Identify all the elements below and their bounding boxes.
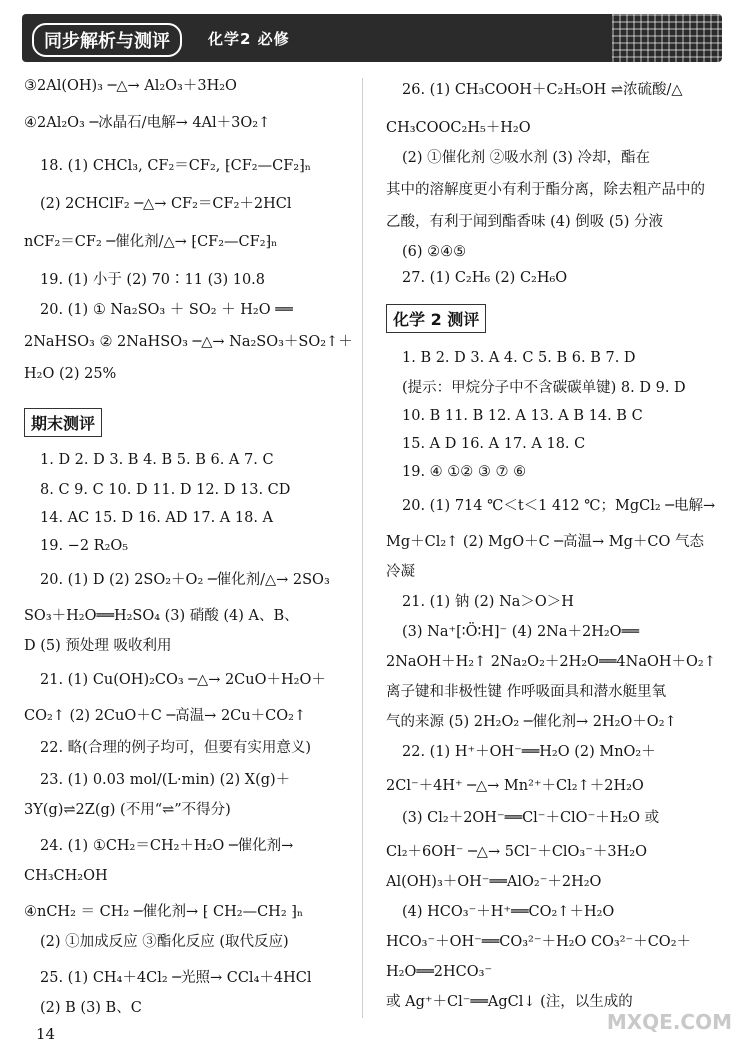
left-line: 1. D 2. D 3. B 4. B 5. B 6. A 7. C xyxy=(40,452,274,468)
left-line: 20. (1) D (2) 2SO₂＋O₂ ─催化剂/△→ 2SO₃ xyxy=(40,572,330,588)
right-line: Cl₂＋6OH⁻ ─△→ 5Cl⁻＋ClO₃⁻＋3H₂O xyxy=(386,844,647,860)
left-line: 20. (1) ① Na₂SO₃ ＋ SO₂ ＋ H₂O ══ xyxy=(40,302,293,318)
right-line: (提示：甲烷分子中不含碳碳单键) 8. D 9. D xyxy=(402,380,686,396)
right-line: (2) ①催化剂 ②吸水剂 (3) 冷却，酯在 xyxy=(402,150,651,166)
right-line: (6) ②④⑤ xyxy=(402,244,467,260)
left-line: CO₂↑ (2) 2CuO＋C ─高温→ 2Cu＋CO₂↑ xyxy=(24,708,307,724)
left-line: nCF₂＝CF₂ ─催化剂/△→ ⁅CF₂—CF₂⁆ₙ xyxy=(24,234,278,250)
left-line: (2) B (3) B、C xyxy=(40,1000,142,1016)
book-subtitle: 化学2 必修 xyxy=(208,30,290,48)
header-pattern xyxy=(612,14,722,62)
left-line: ④2Al₂O₃ ─冰晶石/电解→ 4Al＋3O₂↑ xyxy=(24,115,271,131)
section-title: 期末测评 xyxy=(24,408,102,437)
right-line: 1. B 2. D 3. A 4. C 5. B 6. B 7. D xyxy=(402,350,636,366)
right-line: (4) HCO₃⁻＋H⁺══CO₂↑＋H₂O xyxy=(402,904,615,920)
right-line: 27. (1) C₂H₆ (2) C₂H₆O xyxy=(402,270,568,286)
left-line: D (5) 预处理 吸收利用 xyxy=(24,638,172,654)
right-line: (3) Na⁺[∶Ö∶H]⁻ (4) 2Na＋2H₂O══ xyxy=(402,624,640,640)
right-line: 2NaOH＋H₂↑ 2Na₂O₂＋2H₂O══4NaOH＋O₂↑ xyxy=(386,654,716,670)
right-line: 气的来源 (5) 2H₂O₂ ─催化剂→ 2H₂O＋O₂↑ xyxy=(386,714,677,730)
right-line: 乙酸，有利于闻到酯香味 (4) 倒吸 (5) 分液 xyxy=(386,214,664,230)
right-line: 20. (1) 714 ℃＜t＜1 412 ℃；MgCl₂ ─电解→ xyxy=(402,498,716,514)
left-line: 24. (1) ①CH₂＝CH₂＋H₂O ─催化剂→ xyxy=(40,838,294,854)
right-line: (3) Cl₂＋2OH⁻══Cl⁻＋ClO⁻＋H₂O 或 xyxy=(402,810,660,826)
left-line: 23. (1) 0.03 mol/(L·min) (2) X(g)＋ xyxy=(40,772,291,788)
left-line: 19. −2 R₂O₅ xyxy=(40,538,129,554)
left-line: 3Y(g)⇌2Z(g) (不用“⇌”不得分) xyxy=(24,802,231,818)
left-line: 25. (1) CH₄＋4Cl₂ ─光照→ CCl₄＋4HCl xyxy=(40,970,312,986)
right-line: 26. (1) CH₃COOH＋C₂H₅OH ⇌浓硫酸/△ xyxy=(402,82,683,98)
right-line: 22. (1) H⁺＋OH⁻══H₂O (2) MnO₂＋ xyxy=(402,744,656,760)
watermark: MXQE.COM xyxy=(606,1010,732,1034)
column-divider xyxy=(362,78,363,1018)
right-line: 其中的溶解度更小有利于酯分离，除去粗产品中的 xyxy=(386,182,705,198)
left-line: H₂O (2) 25% xyxy=(24,366,117,382)
left-line: CH₃CH₂OH xyxy=(24,868,108,884)
right-line: CH₃COOC₂H₅＋H₂O xyxy=(386,120,531,136)
left-column xyxy=(24,78,359,1028)
page-number: 14 xyxy=(36,1025,56,1043)
right-line: 10. B 11. B 12. A 13. A B 14. B C xyxy=(402,408,643,424)
section-title: 化学 2 测评 xyxy=(386,304,486,333)
left-line: (2) 2CHClF₂ ─△→ CF₂＝CF₂＋2HCl xyxy=(40,196,292,212)
left-line: ③2Al(OH)₃ ─△→ Al₂O₃＋3H₂O xyxy=(24,78,237,94)
left-line: 2NaHSO₃ ② 2NaHSO₃ ─△→ Na₂SO₃＋SO₂↑＋ xyxy=(24,334,353,350)
left-line: 8. C 9. C 10. D 11. D 12. D 13. CD xyxy=(40,482,291,498)
left-line: 21. (1) Cu(OH)₂CO₃ ─△→ 2CuO＋H₂O＋ xyxy=(40,672,326,688)
right-line: 2Cl⁻＋4H⁺ ─△→ Mn²⁺＋Cl₂↑＋2H₂O xyxy=(386,778,644,794)
left-line: (2) ①加成反应 ③酯化反应 (取代反应) xyxy=(40,934,289,950)
left-line: 14. AC 15. D 16. AD 17. A 18. A xyxy=(40,510,274,526)
right-line: 离子键和非极性键 作呼吸面具和潜水艇里氧 xyxy=(386,684,667,700)
right-line: Mg＋Cl₂↑ (2) MgO＋C ─高温→ Mg＋CO 气态 xyxy=(386,534,705,550)
right-line: H₂O══2HCO₃⁻ xyxy=(386,964,493,980)
right-line: 19. ④ ①② ③ ⑦ ⑥ xyxy=(402,464,527,480)
right-line: 21. (1) 钠 (2) Na＞O＞H xyxy=(402,594,574,610)
page-header xyxy=(22,14,722,62)
left-line: SO₃＋H₂O══H₂SO₄ (3) 硝酸 (4) A、B、 xyxy=(24,608,299,624)
right-line: HCO₃⁻＋OH⁻══CO₃²⁻＋H₂O CO₃²⁻＋CO₂＋ xyxy=(386,934,692,950)
book-title: 同步解析与测评 xyxy=(32,23,182,57)
left-line: 19. (1) 小于 (2) 70∶11 (3) 10.8 xyxy=(40,272,266,288)
right-line: 15. A D 16. A 17. A 18. C xyxy=(402,436,586,452)
right-line: 冷凝 xyxy=(386,564,415,580)
left-line: ④nCH₂ ＝ CH₂ ─催化剂→ ⁅ CH₂—CH₂ ⁆ₙ xyxy=(24,904,304,920)
right-line: 或 Ag⁺＋Cl⁻══AgCl↓ (注，以生成的 xyxy=(386,994,633,1010)
left-line: 22. 略(合理的例子均可，但要有实用意义) xyxy=(40,740,311,756)
right-line: Al(OH)₃＋OH⁻══AlO₂⁻＋2H₂O xyxy=(386,874,602,890)
right-column xyxy=(386,78,721,1028)
left-line: 18. (1) CHCl₃, CF₂＝CF₂, ⁅CF₂—CF₂⁆ₙ xyxy=(40,158,311,174)
